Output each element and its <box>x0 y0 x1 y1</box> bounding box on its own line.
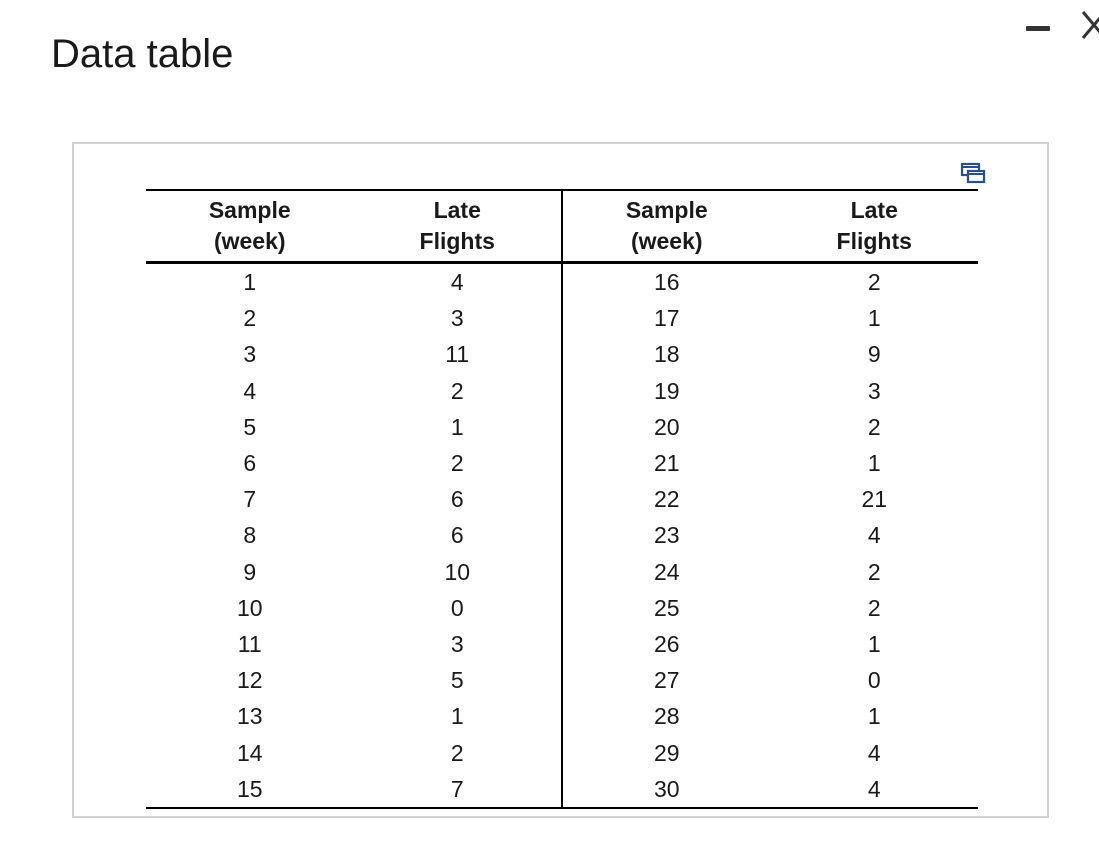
minimize-icon[interactable] <box>1024 14 1052 40</box>
table-cell: 1 <box>354 698 562 734</box>
table-cell: 14 <box>236 739 263 766</box>
table-cell: 15 <box>236 775 263 802</box>
table-cell: 21 <box>861 486 888 513</box>
table-cell: 4 <box>867 775 881 802</box>
table-cell: 6 <box>354 481 562 517</box>
table-cell: 2 <box>867 594 881 621</box>
table-cell: 30 <box>653 775 680 802</box>
table-cell: 1 <box>243 269 257 296</box>
table-cell: 11 <box>354 336 562 372</box>
table-row <box>146 263 978 301</box>
late-flights-table <box>146 189 978 809</box>
copy-icon[interactable] <box>960 162 986 184</box>
table-cell: 2 <box>354 734 562 770</box>
table-row <box>146 554 978 590</box>
table-cell: 0 <box>354 590 562 626</box>
table-cell: 6 <box>243 450 257 477</box>
table-cell: 2 <box>867 413 881 440</box>
table-cell: 3 <box>243 341 257 368</box>
table-row <box>146 698 978 734</box>
table-cell: 4 <box>867 522 881 549</box>
table-cell: 1 <box>867 703 881 730</box>
page-title: Data table <box>51 32 234 76</box>
table-cell: 28 <box>653 703 680 730</box>
table-cell: 1 <box>867 450 881 477</box>
table-cell: 24 <box>653 558 680 585</box>
table-header-row <box>146 190 978 263</box>
table-cell: 21 <box>653 450 680 477</box>
table-cell: 3 <box>354 300 562 336</box>
table-cell: 1 <box>867 630 881 657</box>
table-cell: 29 <box>653 739 680 766</box>
table-cell: 8 <box>243 522 257 549</box>
table-row <box>146 445 978 481</box>
table-cell: 7 <box>354 771 562 808</box>
table-row <box>146 336 978 372</box>
header-late-flights-1: Late Flights <box>354 190 562 263</box>
table-cell: 12 <box>236 667 263 694</box>
header-late-flights-2: Late Flights <box>770 190 978 263</box>
table-cell: 1 <box>354 409 562 445</box>
table-cell: 26 <box>653 630 680 657</box>
table-cell: 9 <box>867 341 881 368</box>
table-row <box>146 662 978 698</box>
table-cell: 5 <box>243 413 257 440</box>
table-cell: 16 <box>653 269 680 296</box>
table-cell: 4 <box>867 739 881 766</box>
window-controls <box>999 0 1099 60</box>
table-cell: 4 <box>354 263 562 301</box>
table-cell: 10 <box>354 554 562 590</box>
table-row <box>146 517 978 553</box>
table-cell: 2 <box>243 305 257 332</box>
close-icon[interactable] <box>1079 8 1099 42</box>
table-cell: 0 <box>867 667 881 694</box>
table-cell: 2 <box>867 269 881 296</box>
table-cell: 17 <box>653 305 680 332</box>
header-sample-week-2: Sample (week) <box>562 190 771 263</box>
table-cell: 6 <box>354 517 562 553</box>
table-row <box>146 409 978 445</box>
table-cell: 27 <box>653 667 680 694</box>
table-cell: 13 <box>236 703 263 730</box>
data-table-panel <box>72 142 1049 818</box>
table-cell: 2 <box>354 373 562 409</box>
table-cell: 2 <box>867 558 881 585</box>
table-cell: 18 <box>653 341 680 368</box>
table-row <box>146 590 978 626</box>
table-row <box>146 771 978 808</box>
table-cell: 19 <box>653 377 680 404</box>
table-row <box>146 300 978 336</box>
table-cell: 22 <box>653 486 680 513</box>
table-row <box>146 626 978 662</box>
table-cell: 2 <box>354 445 562 481</box>
table-row <box>146 734 978 770</box>
table-row <box>146 373 978 409</box>
table-cell: 7 <box>243 486 257 513</box>
table-cell: 9 <box>243 558 257 585</box>
table-cell: 3 <box>354 626 562 662</box>
table-cell: 10 <box>236 594 263 621</box>
table-cell: 25 <box>653 594 680 621</box>
table-cell: 1 <box>867 305 881 332</box>
header-sample-week-1: Sample (week) <box>146 190 354 263</box>
table-cell: 11 <box>237 630 262 657</box>
table-row <box>146 481 978 517</box>
table-cell: 3 <box>867 377 881 404</box>
table-cell: 23 <box>653 522 680 549</box>
table-cell: 5 <box>354 662 562 698</box>
table-cell: 20 <box>653 413 680 440</box>
table-cell: 4 <box>243 377 257 404</box>
